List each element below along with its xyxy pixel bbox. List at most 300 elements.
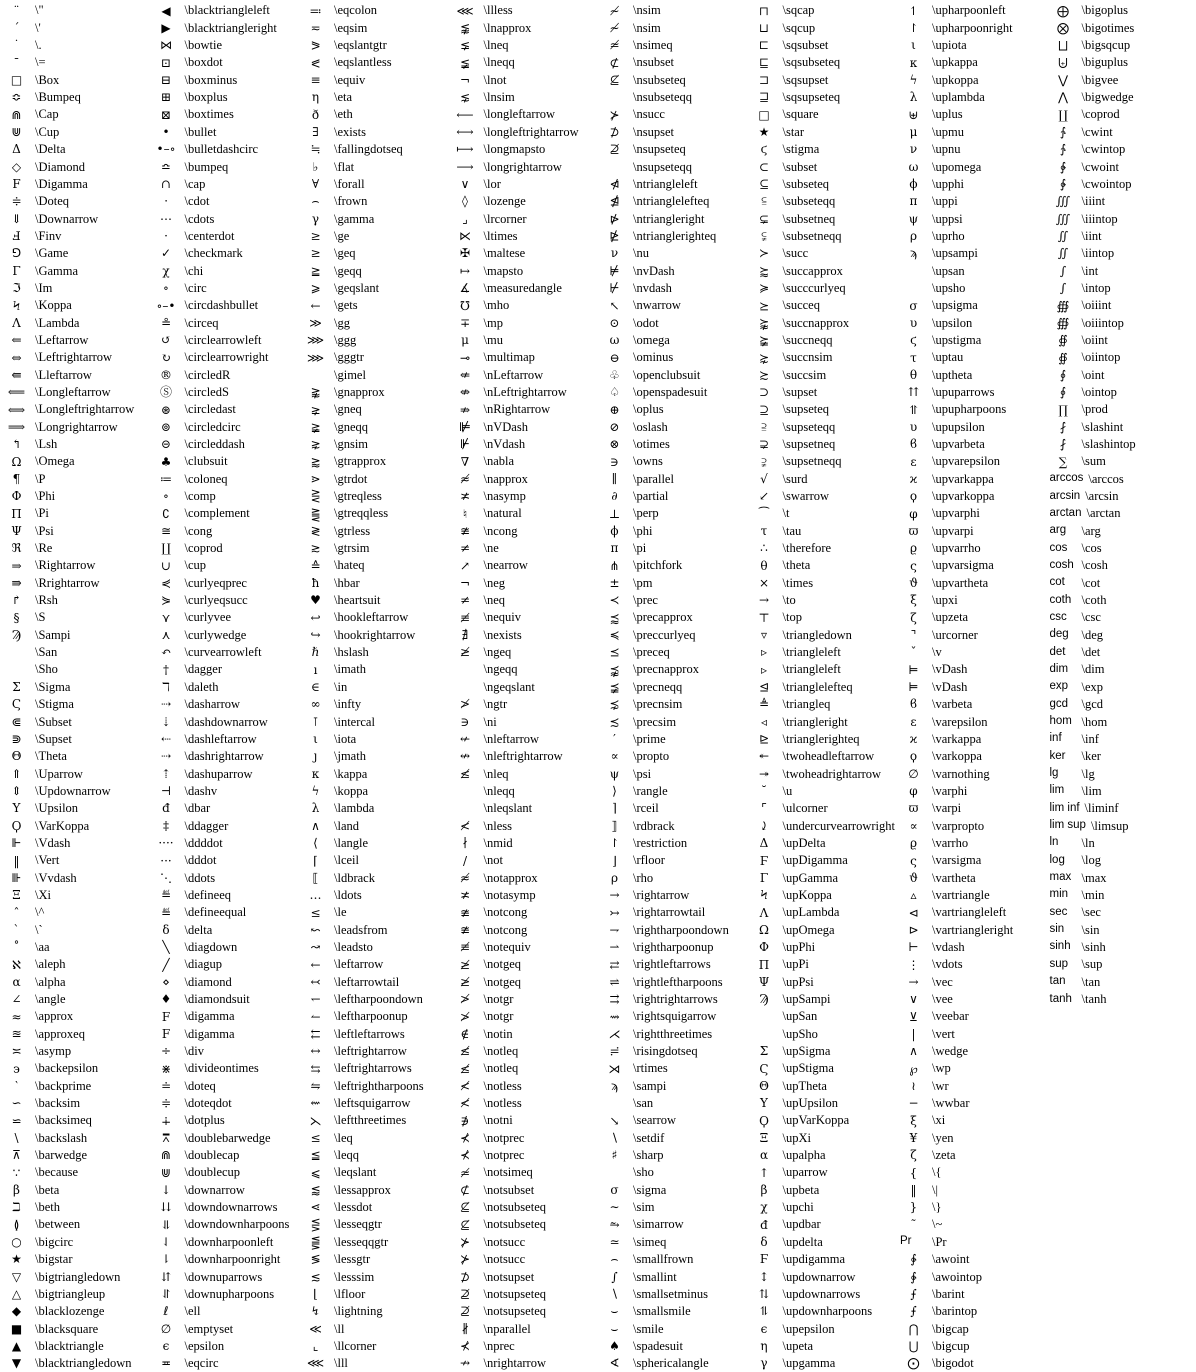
symbol-glyph: đ xyxy=(162,801,170,816)
symbol-command-name: \doteq xyxy=(184,1078,216,1093)
symbol-command-name: \ngeqq xyxy=(483,662,518,677)
symbol-command-name: \ointop xyxy=(1081,384,1117,399)
symbol-command-name: \natural xyxy=(483,506,522,521)
symbol-glyph: ▵ xyxy=(910,888,917,903)
symbol-command-name: \backprime xyxy=(35,1078,92,1093)
symbol-glyph: ≱ xyxy=(459,645,471,660)
symbol-command-name: \lneq xyxy=(483,38,509,53)
symbol-entry xyxy=(598,1147,748,1164)
symbol-command-name: \ddagger xyxy=(184,818,229,833)
symbol-glyph: ® xyxy=(160,367,172,382)
symbol-command-name: \backsim xyxy=(35,1096,81,1111)
symbol-glyph: ⋒ xyxy=(11,107,22,122)
symbol-command-name: \cos xyxy=(1081,541,1102,556)
symbol-command-name: \hbar xyxy=(334,575,360,590)
symbol-entry xyxy=(897,175,1047,192)
symbol-command-name: \gcd xyxy=(1081,697,1104,712)
symbol-entry xyxy=(150,123,300,140)
symbol-glyph: ↺ xyxy=(160,333,172,348)
symbol-command-name: \uptau xyxy=(932,350,964,365)
symbol-entry xyxy=(598,973,748,990)
symbol-glyph: ⇒ xyxy=(11,558,22,573)
symbol-glyph: ω xyxy=(609,333,620,348)
symbol-entry xyxy=(897,1303,1047,1320)
symbol-entry xyxy=(1047,314,1196,331)
symbol-command-name: \notless xyxy=(483,1096,522,1111)
symbol-command-name: \vartheta xyxy=(932,870,976,885)
symbol-glyph: ⊈ xyxy=(459,1200,471,1215)
symbol-command-name: \oiint xyxy=(1081,332,1108,347)
symbol-command-name: \awoint xyxy=(932,1252,970,1267)
symbol-command-name: \xi xyxy=(932,1113,946,1128)
symbol-entry xyxy=(897,1112,1047,1129)
symbol-glyph: ≭ xyxy=(459,888,471,903)
symbol-glyph: ⋏ xyxy=(161,628,171,643)
symbol-glyph: ⋘ xyxy=(306,1356,325,1371)
symbol-command-name: \circleddash xyxy=(184,437,245,452)
symbol-command-name: \dasharrow xyxy=(184,697,241,712)
symbol-command-name: \Lleftarrow xyxy=(35,367,92,382)
symbol-glyph: ⊢ xyxy=(908,940,919,955)
symbol-command-name: \arcsin xyxy=(1085,489,1119,504)
symbol-entry xyxy=(598,366,748,383)
symbol-glyph: ⊗ xyxy=(609,437,620,452)
symbol-command-name: \notprec xyxy=(483,1130,525,1145)
symbol-entry xyxy=(150,1043,300,1060)
symbol-command-name: \Vdash xyxy=(35,835,71,850)
symbol-command-name: \biguplus xyxy=(1081,55,1129,70)
symbol-entry xyxy=(150,1303,300,1320)
symbol-entry xyxy=(748,1060,898,1077)
symbol-entry xyxy=(150,1112,300,1129)
symbol-glyph: ⪶ xyxy=(758,333,770,348)
symbol-entry xyxy=(449,1043,599,1060)
symbol-glyph: ≦ xyxy=(310,1148,321,1163)
symbol-glyph: ≓ xyxy=(609,1044,620,1059)
symbol-entry xyxy=(598,470,748,487)
symbol-glyph: ϙ xyxy=(909,749,918,764)
symbol-entry xyxy=(748,227,898,244)
symbol-glyph: ⋓ xyxy=(11,125,22,140)
symbol-entry xyxy=(748,332,898,349)
symbol-entry xyxy=(449,1008,599,1025)
symbol-entry xyxy=(1047,141,1196,158)
symbol-command-name: \times xyxy=(782,575,814,590)
symbol-glyph: ´ xyxy=(13,21,20,36)
symbol-glyph: ▶ xyxy=(161,21,171,36)
symbol-entry xyxy=(0,1216,150,1233)
symbol-command-name: \Digamma xyxy=(35,176,88,191)
symbol-entry xyxy=(299,609,449,626)
symbol-entry xyxy=(897,696,1047,713)
symbol-glyph: ∬ xyxy=(1057,229,1069,244)
symbol-command-name: \mapsto xyxy=(483,263,524,278)
symbol-glyph: ∨ xyxy=(460,177,470,192)
symbol-entry xyxy=(299,89,449,106)
symbol-command-name: \ntriangleright xyxy=(633,211,705,226)
symbol-entry xyxy=(897,297,1047,314)
symbol-entry xyxy=(150,1008,300,1025)
symbol-glyph: ≾ xyxy=(609,714,620,729)
symbol-entry xyxy=(748,505,898,522)
symbol-entry xyxy=(598,991,748,1008)
symbol-entry xyxy=(150,227,300,244)
symbol-entry xyxy=(299,1233,449,1250)
symbol-entry xyxy=(1047,592,1196,609)
symbol-command-name: \div xyxy=(184,1044,204,1059)
symbol-entry xyxy=(449,852,599,869)
symbol-entry xyxy=(1047,921,1196,938)
symbol-entry xyxy=(748,869,898,886)
symbol-command-name: \rightleftharpoons xyxy=(633,974,723,989)
symbol-command-name: \circlearrowleft xyxy=(184,332,262,347)
symbol-glyph: ð xyxy=(311,107,320,122)
symbol-glyph: ⟵ xyxy=(456,107,474,122)
symbol-command-name: \nu xyxy=(633,246,649,261)
symbol-command-name: \oint xyxy=(1081,367,1105,382)
symbol-command-name: \gtreqqless xyxy=(334,506,389,521)
symbol-entry xyxy=(299,280,449,297)
symbol-glyph: ⊼ xyxy=(12,1148,21,1163)
symbol-command-name: \dagger xyxy=(184,662,222,677)
symbol-entry xyxy=(0,904,150,921)
symbol-entry xyxy=(0,297,150,314)
symbol-command-name: \lrcorner xyxy=(483,211,527,226)
symbol-glyph: ⟼ xyxy=(456,142,474,157)
symbol-glyph: ⋗ xyxy=(310,471,321,486)
symbol-glyph: ϡ xyxy=(611,1078,618,1093)
symbol-command-name: \upvarkoppa xyxy=(932,489,995,504)
symbol-glyph: Λ xyxy=(759,905,769,920)
symbol-entry xyxy=(449,280,599,297)
symbol-glyph: ↯ xyxy=(310,1304,321,1319)
symbol-glyph: ∤ xyxy=(462,836,468,851)
symbol-command-name: \star xyxy=(782,124,805,139)
symbol-command-name: \notin xyxy=(483,1026,513,1041)
symbol-command-name: \bigvee xyxy=(1081,72,1119,87)
symbol-glyph: ϟ xyxy=(909,73,918,88)
symbol-glyph: ∧ xyxy=(311,818,320,833)
symbol-entry xyxy=(299,123,449,140)
symbol-glyph: ⊄ xyxy=(459,1183,471,1198)
symbol-command-name: \nsupset xyxy=(633,124,674,139)
symbol-entry xyxy=(598,869,748,886)
symbol-glyph: ⊠ xyxy=(160,107,172,122)
symbol-glyph: ⨁ xyxy=(1057,3,1069,18)
symbol-entry xyxy=(748,557,898,574)
symbol-entry xyxy=(299,626,449,643)
symbol-entry xyxy=(1047,956,1196,973)
symbol-entry xyxy=(150,1147,300,1164)
symbol-entry xyxy=(598,89,748,106)
symbol-entry xyxy=(0,436,150,453)
symbol-entry xyxy=(1047,626,1196,643)
symbol-command-name: \coprod xyxy=(1081,107,1120,122)
symbol-glyph: ⇓ xyxy=(11,211,22,226)
symbol-glyph: Pr xyxy=(900,1235,912,1248)
symbol-glyph: ≖ xyxy=(160,1356,172,1371)
symbol-glyph: ⇄ xyxy=(609,957,620,972)
symbol-entry xyxy=(1047,713,1196,730)
symbol-glyph: ⪵ xyxy=(609,680,620,695)
symbol-glyph: \ xyxy=(14,1131,19,1146)
symbol-entry xyxy=(299,175,449,192)
symbol-command-name: \sum xyxy=(1081,454,1106,469)
symbol-command-name: \oiiintop xyxy=(1081,315,1124,330)
symbol-command-name: \ltimes xyxy=(483,228,518,243)
symbol-glyph: ker xyxy=(1049,749,1066,762)
symbol-command-name: \koppa xyxy=(334,783,369,798)
symbol-entry xyxy=(150,748,300,765)
symbol-glyph: ≒ xyxy=(310,142,321,157)
symbol-command-name: \lesseqgtr xyxy=(334,1217,382,1232)
symbol-entry xyxy=(748,1285,898,1302)
symbol-glyph: Υ xyxy=(760,1096,768,1111)
symbol-entry xyxy=(1047,904,1196,921)
symbol-glyph: ≝ xyxy=(160,888,172,903)
symbol-entry xyxy=(299,574,449,591)
symbol-glyph: ∉ xyxy=(460,1026,470,1041)
symbol-glyph: ‡ xyxy=(163,818,169,833)
symbol-entry xyxy=(598,817,748,834)
symbol-command-name: \supseteqq xyxy=(782,419,836,434)
symbol-entry xyxy=(299,1164,449,1181)
symbol-command-name: \gneqq xyxy=(334,419,369,434)
symbol-entry xyxy=(0,210,150,227)
symbol-entry xyxy=(897,644,1047,661)
symbol-command-name: \{ xyxy=(932,1165,942,1180)
symbol-glyph: α xyxy=(12,974,21,989)
symbol-entry xyxy=(299,1285,449,1302)
symbol-glyph: λ xyxy=(311,801,320,816)
symbol-glyph: Θ xyxy=(759,1078,769,1093)
symbol-command-name: \Theta xyxy=(35,749,67,764)
symbol-glyph: ∲ xyxy=(1059,177,1067,192)
symbol-command-name: \circledast xyxy=(184,402,236,417)
symbol-command-name: \notleq xyxy=(483,1044,519,1059)
symbol-command-name: \t xyxy=(782,506,790,521)
symbol-glyph: ···· xyxy=(158,836,174,851)
symbol-glyph: ⋘ xyxy=(456,3,474,18)
symbol-glyph: ħ xyxy=(311,576,320,591)
symbol-glyph: ζ xyxy=(910,1148,917,1163)
symbol-entry xyxy=(0,1077,150,1094)
symbol-command-name: \cosh xyxy=(1081,558,1108,573)
symbol-command-name: \varpropto xyxy=(932,818,985,833)
symbol-glyph: γ xyxy=(311,211,320,226)
symbol-command-name: \nleftarrow xyxy=(483,731,540,746)
symbol-entry xyxy=(449,574,599,591)
symbol-command-name: \nasymp xyxy=(483,489,526,504)
symbol-entry xyxy=(299,141,449,158)
symbol-entry xyxy=(748,71,898,88)
symbol-glyph: ⨀ xyxy=(907,1356,920,1371)
symbol-entry xyxy=(598,401,748,418)
symbol-entry xyxy=(0,869,150,886)
symbol-command-name: \uparrow xyxy=(782,1165,828,1180)
symbol-entry xyxy=(299,1320,449,1337)
symbol-command-name: \daleth xyxy=(184,679,219,694)
symbol-glyph: ★ xyxy=(11,1252,22,1267)
symbol-entry xyxy=(299,470,449,487)
symbol-command-name: \Cap xyxy=(35,107,59,122)
symbol-entry xyxy=(150,280,300,297)
symbol-entry xyxy=(1047,678,1196,695)
symbol-command-name: \upuparrows xyxy=(932,384,995,399)
symbol-glyph: ♧ xyxy=(609,367,620,382)
symbol-glyph: ◇ xyxy=(11,159,22,174)
symbol-glyph: ♭ xyxy=(312,159,319,174)
symbol-glyph: lim xyxy=(1049,784,1065,797)
symbol-glyph: ∦ xyxy=(461,1321,469,1336)
symbol-glyph: ∅ xyxy=(908,766,919,781)
symbol-glyph: ≍ xyxy=(11,1044,22,1059)
symbol-glyph: ◀ xyxy=(161,3,171,18)
symbol-entry xyxy=(299,644,449,661)
symbol-entry xyxy=(748,1355,898,1372)
symbol-command-name: \nsimeq xyxy=(633,38,673,53)
symbol-entry xyxy=(748,1112,898,1129)
symbol-entry xyxy=(299,748,449,765)
symbol-glyph: λ xyxy=(909,90,918,105)
symbol-command-name: \leadsfrom xyxy=(334,922,388,937)
symbol-entry xyxy=(299,991,449,1008)
symbol-entry xyxy=(150,1233,300,1250)
symbol-entry xyxy=(150,141,300,158)
symbol-command-name: \upSampi xyxy=(782,992,831,1007)
symbol-entry xyxy=(0,626,150,643)
symbol-command-name: \defineequal xyxy=(184,905,247,920)
symbol-glyph: Ϛ xyxy=(759,1061,769,1076)
symbol-glyph: Δ xyxy=(759,836,769,851)
symbol-entry xyxy=(598,1303,748,1320)
symbol-glyph: ↝ xyxy=(310,940,321,955)
symbol-glyph: ∄ xyxy=(461,628,469,643)
symbol-command-name: \nexists xyxy=(483,627,522,642)
symbol-glyph: ⨏ xyxy=(1059,419,1067,434)
symbol-entry xyxy=(150,869,300,886)
symbol-command-name: \approxeq xyxy=(35,1026,85,1041)
symbol-glyph: ≂ xyxy=(310,21,321,36)
symbol-command-name: \lightning xyxy=(334,1304,383,1319)
symbol-glyph: ∞ xyxy=(310,697,321,712)
symbol-command-name: \flat xyxy=(334,159,355,174)
symbol-glyph: ≱ xyxy=(459,974,471,989)
symbol-glyph: ⨏ xyxy=(1059,437,1067,452)
symbol-command-name: \Longrightarrow xyxy=(35,419,118,434)
symbol-command-name: \upSho xyxy=(782,1026,818,1041)
symbol-entry xyxy=(748,1268,898,1285)
symbol-glyph: ⫅ xyxy=(761,194,767,209)
symbol-glyph: § xyxy=(13,610,20,625)
symbol-entry xyxy=(897,1337,1047,1354)
symbol-entry xyxy=(449,991,599,1008)
symbol-glyph: tan xyxy=(1049,975,1066,988)
symbol-entry xyxy=(748,852,898,869)
symbol-glyph: ▽ xyxy=(11,1269,22,1284)
symbol-glyph: ⥣ xyxy=(908,402,919,417)
symbol-command-name: \= xyxy=(35,55,46,70)
symbol-entry xyxy=(150,54,300,71)
symbol-glyph: ∖ xyxy=(610,1131,619,1146)
symbol-command-name: \asymp xyxy=(35,1044,72,1059)
symbol-command-name: \nLeftrightarrow xyxy=(483,384,567,399)
symbol-command-name: \cong xyxy=(184,523,213,538)
symbol-entry xyxy=(299,158,449,175)
symbol-entry xyxy=(299,869,449,886)
symbol-glyph: ⩾ xyxy=(310,281,321,296)
symbol-glyph: ⊈ xyxy=(459,1217,471,1232)
symbol-glyph: ⋊ xyxy=(608,1061,621,1076)
symbol-command-name: \bowtie xyxy=(184,38,222,53)
symbol-glyph: ⋁ xyxy=(1058,73,1068,88)
symbol-entry xyxy=(449,1337,599,1354)
symbol-glyph: ↰ xyxy=(11,437,22,452)
symbol-glyph: ∥ xyxy=(611,471,618,486)
symbol-entry xyxy=(299,1077,449,1094)
symbol-glyph: ★ xyxy=(758,125,770,140)
symbol-entry xyxy=(598,37,748,54)
symbol-column-6 xyxy=(748,2,898,1372)
symbol-command-name: \slashintop xyxy=(1081,437,1136,452)
symbol-glyph: ¬ xyxy=(459,73,471,88)
symbol-glyph: ⊇ xyxy=(758,402,770,417)
symbol-entry xyxy=(150,193,300,210)
symbol-glyph: ≷ xyxy=(310,523,321,538)
symbol-entry xyxy=(897,488,1047,505)
symbol-glyph: ψ xyxy=(609,766,620,781)
symbol-command-name: \rightarrow xyxy=(633,887,690,902)
symbol-command-name: \ldbrack xyxy=(334,870,375,885)
symbol-column-8 xyxy=(1047,2,1196,1372)
symbol-glyph: ln xyxy=(1049,836,1059,849)
symbol-command-name: \notsupseteq xyxy=(483,1304,546,1319)
symbol-glyph: ▹ xyxy=(760,645,768,660)
symbol-glyph: ϱ xyxy=(909,541,918,556)
symbol-command-name: \nsubseteqq xyxy=(633,90,693,105)
symbol-glyph: ⊩ xyxy=(11,836,22,851)
symbol-entry xyxy=(1047,661,1196,678)
symbol-glyph: ≇ xyxy=(459,523,471,538)
symbol-glyph: ⋒ xyxy=(160,1148,172,1163)
symbol-glyph: ¥ xyxy=(909,1131,918,1146)
symbol-command-name: \upStigma xyxy=(782,1061,834,1076)
symbol-entry xyxy=(150,1060,300,1077)
symbol-entry xyxy=(598,262,748,279)
symbol-command-name: \uprho xyxy=(932,228,965,243)
symbol-glyph: ↩ xyxy=(310,610,321,625)
symbol-glyph: ⇡ xyxy=(160,766,172,781)
symbol-entry xyxy=(897,887,1047,904)
symbol-glyph: ≉ xyxy=(459,471,471,486)
symbol-command-name: \leq xyxy=(334,1130,353,1145)
symbol-entry xyxy=(449,193,599,210)
symbol-command-name: \vartriangleleft xyxy=(932,905,1007,920)
symbol-glyph: ξ xyxy=(910,593,917,608)
symbol-glyph: ≎ xyxy=(11,90,22,105)
symbol-command-name: \mp xyxy=(483,315,503,330)
symbol-command-name: \gnsim xyxy=(334,437,369,452)
symbol-glyph: ▼ xyxy=(11,1356,22,1371)
symbol-entry xyxy=(449,1129,599,1146)
symbol-command-name: \upvarpi xyxy=(932,523,974,538)
symbol-command-name: \lesssim xyxy=(334,1269,375,1284)
symbol-glyph: ∵ xyxy=(12,1165,21,1180)
symbol-entry xyxy=(449,887,599,904)
symbol-command-name: \Uparrow xyxy=(35,766,83,781)
symbol-entry xyxy=(1047,193,1196,210)
symbol-glyph: | xyxy=(911,1026,916,1041)
